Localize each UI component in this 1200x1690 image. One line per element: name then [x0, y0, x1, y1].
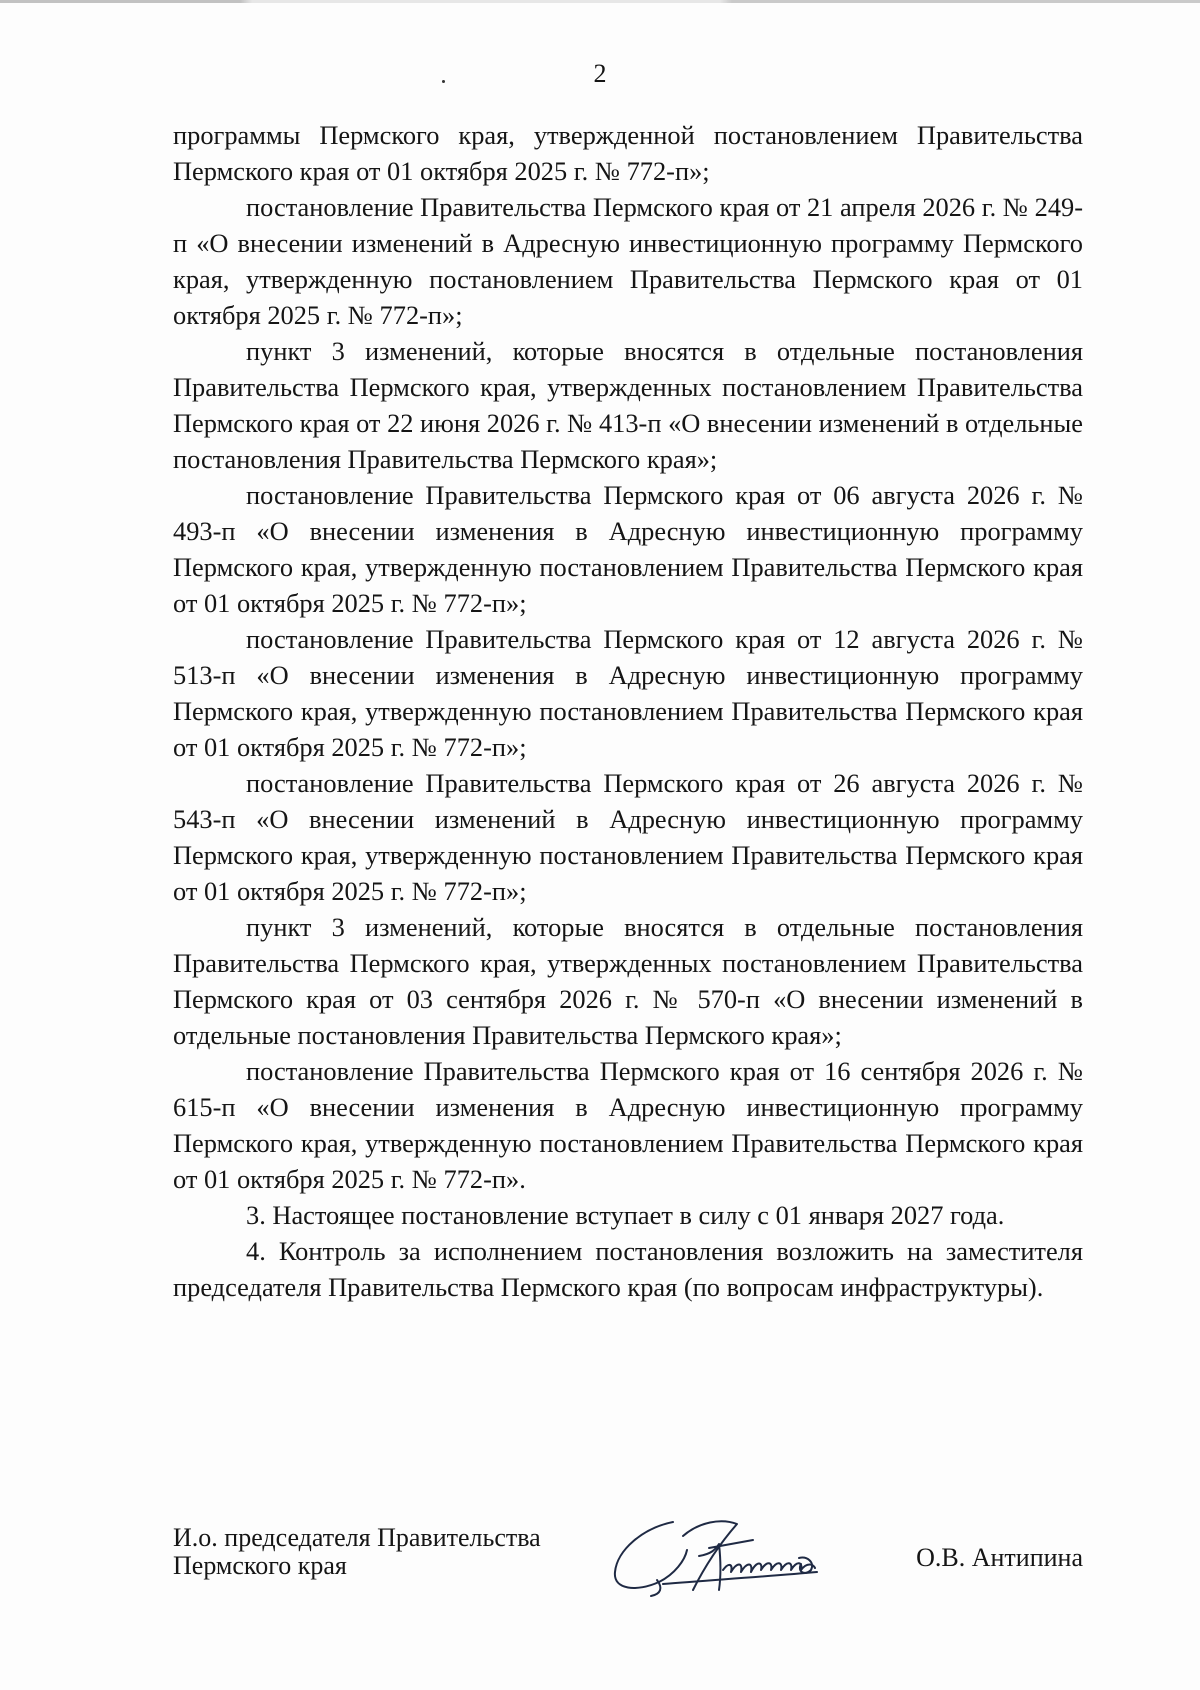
signatory-name: О.В. Антипина [916, 1543, 1083, 1572]
paragraph: постановление Правительства Пермского края от 06 августа 2026 г. № 493-п «О внесении изменения в Адресную инвестиционную программу Пермского края, утвержденную постановлением Правительства Пермского края от 01 октября 2025 г. № 772-п»; [173, 480, 1083, 618]
document-body [173, 117, 1083, 1305]
paragraph: постановление Правительства Пермского края от 21 апреля 2026 г. № 249-п «О внесении изменений в Адресную инвестиционную программу Пермского края, утвержденную постановлением Правительства Пермского края от 01 октября 2025 г. № 772-п»; [173, 192, 1083, 330]
page-number: 2 [593, 59, 607, 88]
paragraph: 4. Контроль за исполнением постановления возложить на заместителя председателя Правительства Пермского края (по вопросам инфраструктуры). [173, 1236, 1083, 1302]
handwritten-signature [603, 1510, 903, 1600]
signatory-title-line: Пермского края [173, 1551, 347, 1580]
paragraph: пункт 3 изменений, которые вносятся в отдельные постановления Правительства Пермского края, утвержденных постановлением Правительства Пермского края от 22 июня 2026 г. № 413-п «О внесении изменений в отдельные постановления Правительства Пермского края»; [173, 336, 1083, 474]
paragraph: пункт 3 изменений, которые вносятся в отдельные постановления Правительства Пермского края, утвержденных постановлением Правительства Пермского края от 03 сентября 2026 г. № 570-п «О внесении изменений в отдельные постановления Правительства Пермского края»; [173, 912, 1083, 1050]
paragraph: постановление Правительства Пермского края от 26 августа 2026 г. № 543-п «О внесении изменений в Адресную инвестиционную программу Пермского края, утвержденную постановлением Правительства Пермского края от 01 октября 2025 г. № 772-п»; [173, 768, 1083, 906]
paragraph: программы Пермского края, утвержденной постановлением Правительства Пермского края от 01 октября 2025 г. № 772-п»; [173, 120, 1083, 186]
signatory-title-line: И.о. председателя Правительства [173, 1523, 541, 1552]
scan-edge [0, 0, 1200, 3]
signature-block [173, 1524, 1083, 1614]
scan-speck [442, 80, 445, 83]
paragraph: постановление Правительства Пермского края от 16 сентября 2026 г. № 615-п «О внесении изменения в Адресную инвестиционную программу Пермского края, утвержденную постановлением Правительства Пермского края от 01 октября 2025 г. № 772-п». [173, 1056, 1083, 1194]
paragraph: 3. Настоящее постановление вступает в силу с 01 января 2027 года. [246, 1200, 1005, 1230]
signatory-title [173, 1524, 541, 1580]
paragraph: постановление Правительства Пермского края от 12 августа 2026 г. № 513-п «О внесении изменения в Адресную инвестиционную программу Пермского края, утвержденную постановлением Правительства Пермского края от 01 октября 2025 г. № 772-п»; [173, 624, 1083, 762]
